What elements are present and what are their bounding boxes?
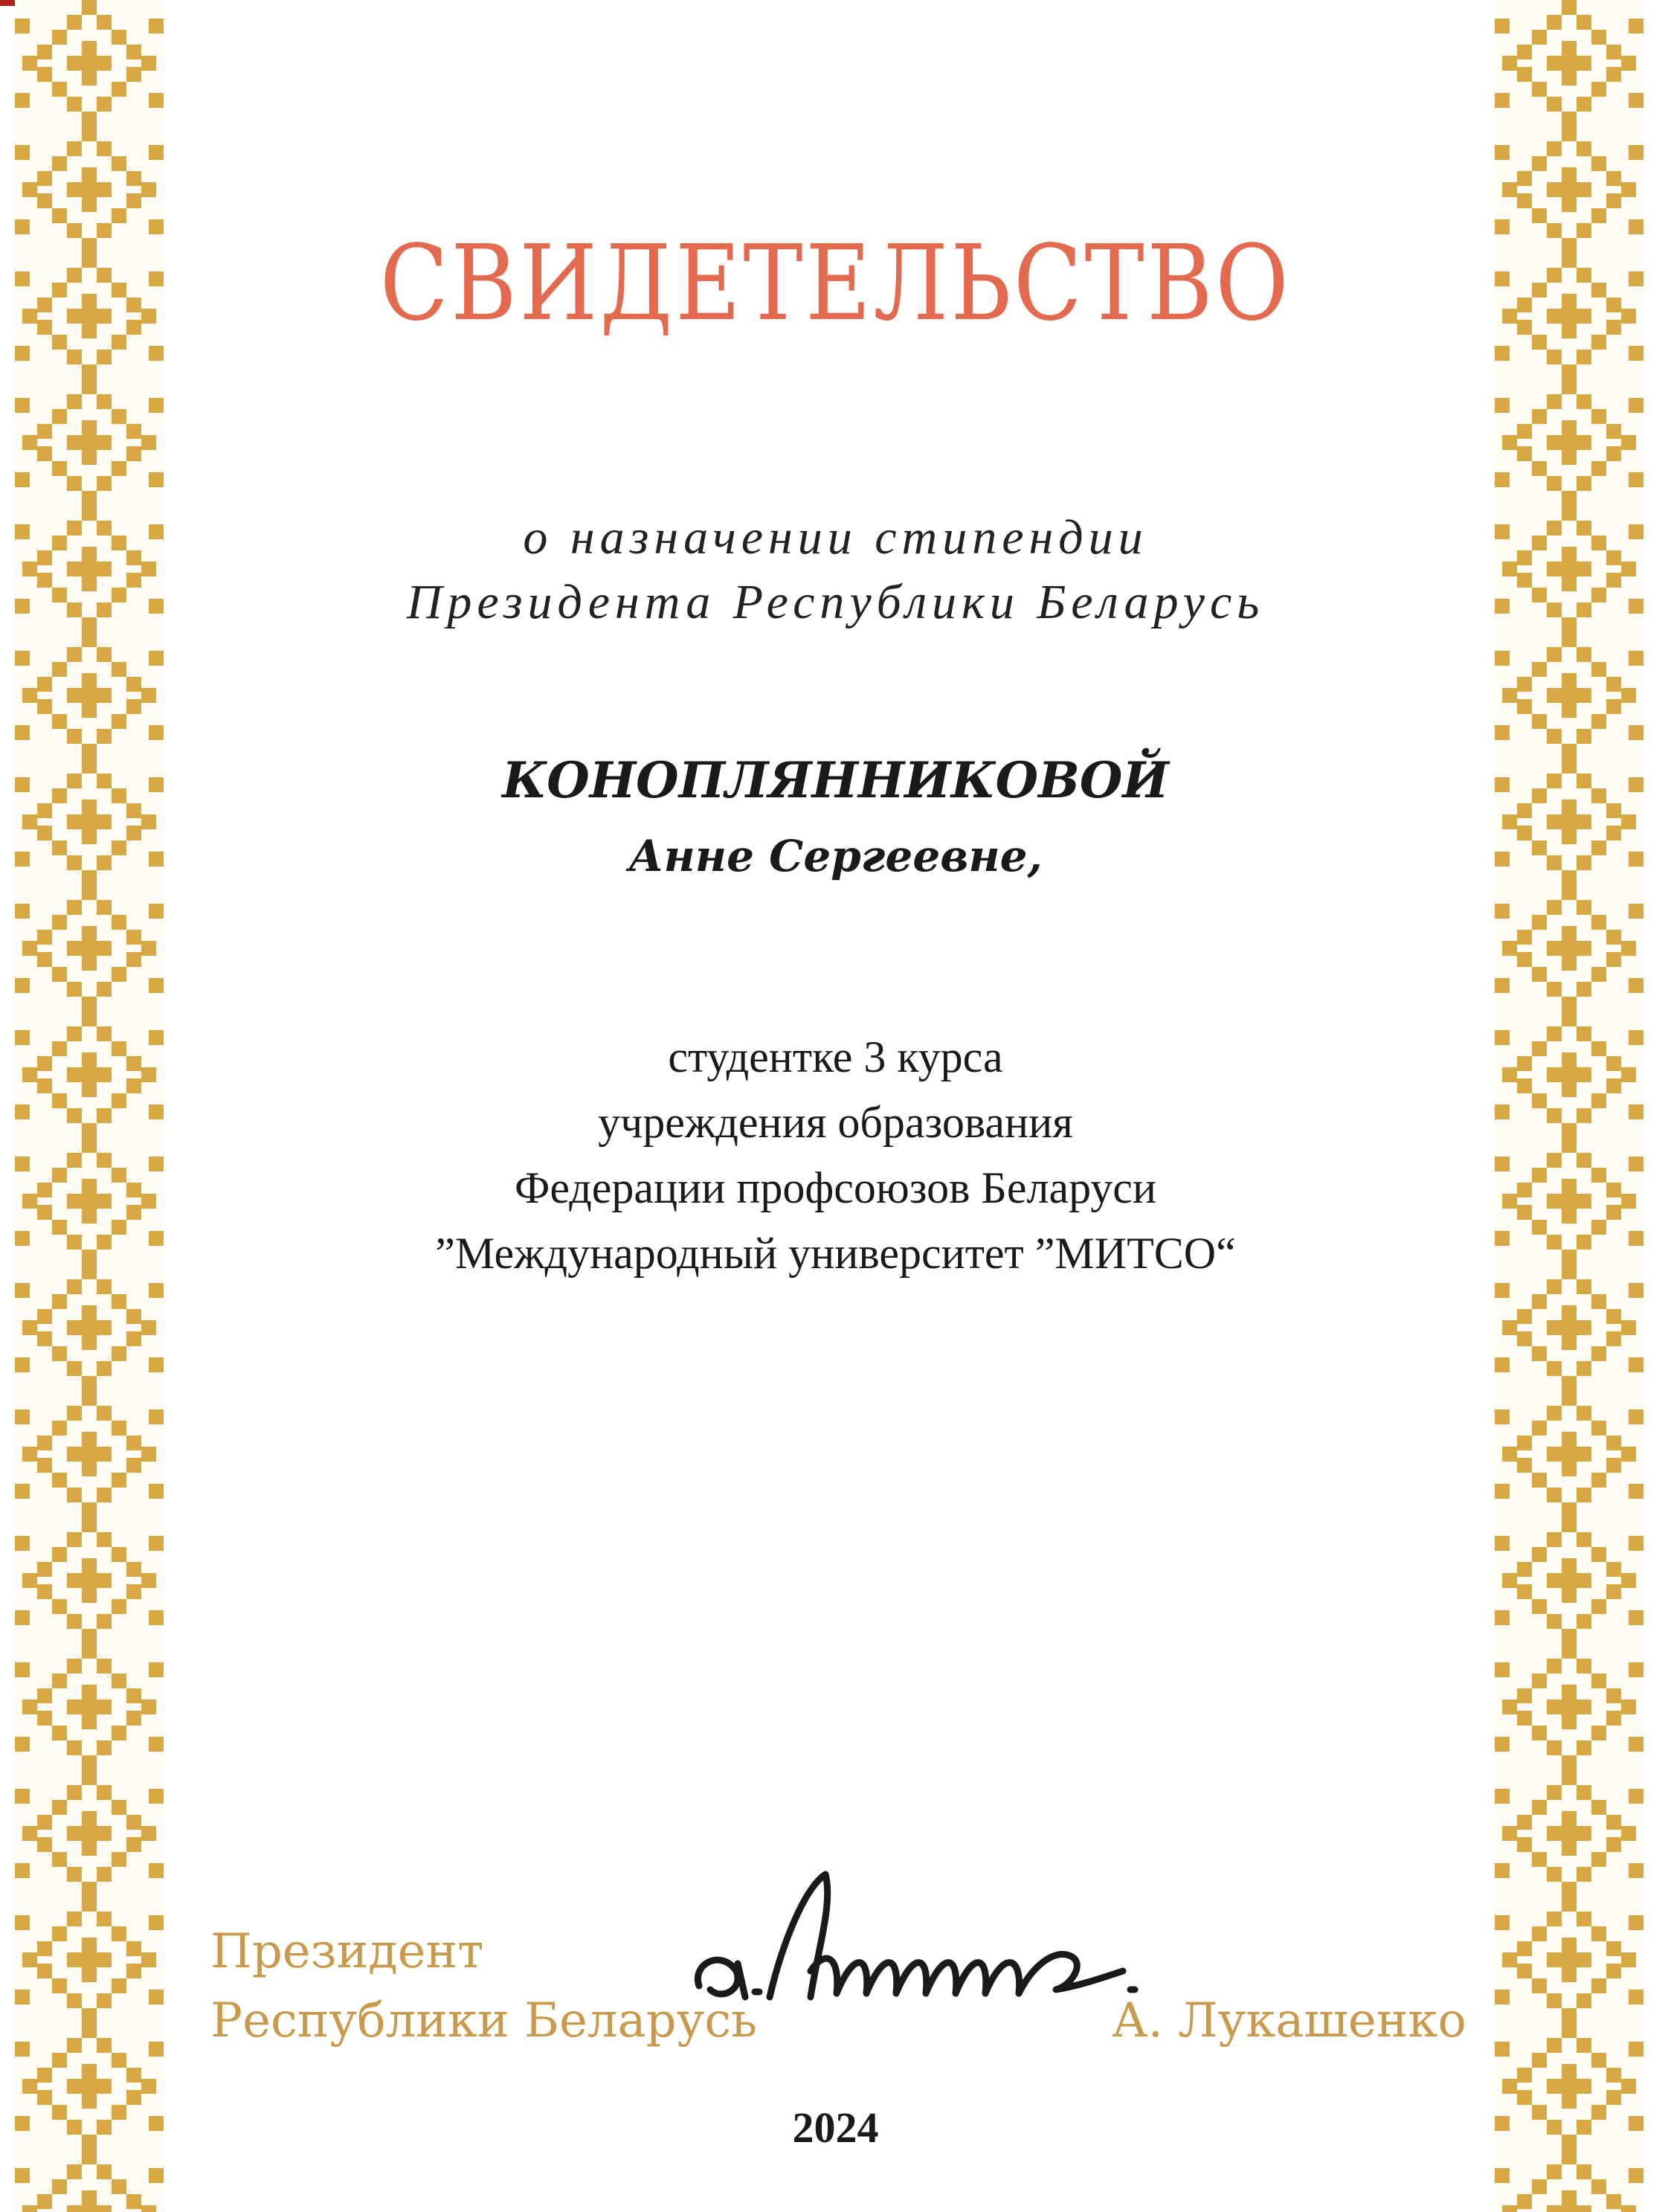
signatory-name: А. Лукашенко [1112, 1993, 1466, 2048]
description-line: ”Международный университет ”МИТСО“ [435, 1229, 1236, 1278]
signatory-title-line-1: Президент [210, 1924, 484, 1979]
recipient-given-names: Анне Сергеевне, [628, 831, 1043, 881]
recipient-surname: КОНОПЛЯННИКОВОЙ [502, 751, 1169, 809]
description-line: Федерации профсоюзов Беларуси [514, 1163, 1157, 1212]
certificate-year: 2024 [792, 2103, 879, 2152]
description-line: студентке 3 курса [668, 1032, 1003, 1081]
subtitle-line-1: о назначении стипендии [523, 510, 1148, 565]
signatory-title-line-2: Республики Беларусь [210, 1993, 757, 2048]
description-line: учреждения образования [598, 1098, 1073, 1147]
handwritten-signature-icon [684, 1859, 1160, 2038]
certificate-title: СВИДЕТЕЛЬСТВО [379, 223, 1292, 344]
subtitle-line-2: Президента Республики Беларусь [406, 575, 1265, 629]
